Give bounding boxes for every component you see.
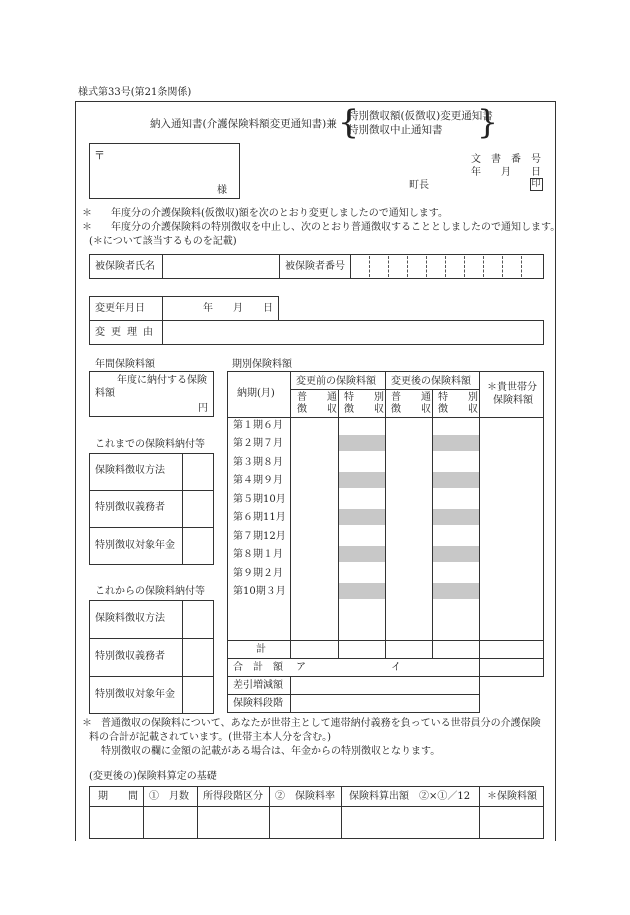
doc-date: 年 月 日 bbox=[471, 167, 541, 178]
shade-b-4 bbox=[339, 472, 385, 488]
bracket-left: { bbox=[338, 102, 359, 141]
insured-number-label: 被保険者番号 bbox=[285, 261, 345, 272]
term-6: 第６期11月 bbox=[233, 512, 286, 523]
divider bbox=[182, 600, 183, 714]
divider bbox=[385, 371, 386, 659]
term-9: 第９期２月 bbox=[233, 568, 283, 579]
after-toku-1: 特 別 bbox=[438, 392, 478, 403]
after-futsu-2: 徴 収 bbox=[391, 404, 431, 415]
annual-yen: 円 bbox=[198, 403, 208, 414]
divider bbox=[89, 638, 214, 639]
frame-right bbox=[555, 101, 556, 841]
divider bbox=[227, 658, 544, 659]
shade-b-10 bbox=[339, 583, 385, 599]
annual-line2: 料額 bbox=[95, 388, 115, 399]
past-heading: これまでの保険料納付等 bbox=[95, 439, 205, 450]
past-row-3: 特別徴収対象年金 bbox=[95, 540, 175, 551]
past-row-1: 保険料徴収方法 bbox=[95, 465, 165, 476]
future-row-2: 特別徴収義務者 bbox=[95, 651, 165, 662]
after-futsu-1: 普 通 bbox=[391, 392, 431, 403]
stage-label: 保険料段階 bbox=[233, 698, 283, 709]
title-main: 納入通知書(介護保険料額変更通知書)兼 bbox=[150, 118, 337, 130]
term-1: 第１期６月 bbox=[233, 420, 283, 431]
col-after: 変更後の保険料額 bbox=[391, 376, 471, 387]
form-number: 様式第33号(第21条関係) bbox=[78, 87, 192, 98]
basis-col-3: 所得段階区分 bbox=[203, 791, 263, 802]
notice-note: (＊について該当するものを記載) bbox=[89, 236, 237, 247]
before-toku-1: 特 別 bbox=[344, 392, 384, 403]
divider bbox=[89, 676, 214, 677]
basis-col-5: 保険料算出額 ②×①／12 bbox=[349, 791, 471, 802]
col-period: 納期(月) bbox=[237, 388, 275, 399]
insured-name-field[interactable] bbox=[163, 255, 278, 278]
insured-name-label: 被保険者氏名 bbox=[95, 261, 155, 272]
before-toku-2: 徴 収 bbox=[344, 404, 384, 415]
basis-col-6: ＊保険料額 bbox=[487, 791, 537, 802]
basis-heading: (変更後の)保険料算定の基礎 bbox=[89, 771, 217, 782]
seal-label: 印 bbox=[531, 178, 541, 189]
future-row-1: 保険料徴収方法 bbox=[95, 613, 165, 624]
title-sub1: 特別徴収額(仮徴収)変更通知書 bbox=[348, 110, 493, 122]
term-4: 第４期９月 bbox=[233, 475, 283, 486]
shade-a-4 bbox=[433, 472, 479, 488]
term-7: 第７期12月 bbox=[233, 531, 286, 542]
notice-star-1: ＊ bbox=[82, 208, 92, 219]
future-heading: これからの保険料納付等 bbox=[95, 586, 205, 597]
bracket-right: } bbox=[477, 102, 498, 141]
household-1: ＊貴世帯分 bbox=[487, 382, 537, 393]
after-toku-2: 徴 収 bbox=[438, 404, 478, 415]
change-reason-field[interactable] bbox=[163, 321, 543, 344]
shade-a-8 bbox=[433, 546, 479, 562]
divider bbox=[227, 417, 544, 418]
frame-left bbox=[75, 101, 76, 841]
term-3: 第３期８月 bbox=[233, 457, 283, 468]
divider bbox=[290, 389, 479, 390]
title-sub2: 特別徴収中止通知書 bbox=[348, 124, 443, 136]
annual-line1: 年度に納付する保険 bbox=[117, 375, 207, 386]
divider bbox=[89, 490, 214, 491]
term-8: 第８期１月 bbox=[233, 549, 283, 560]
divider bbox=[89, 527, 214, 528]
sama-label: 様 bbox=[217, 185, 227, 196]
past-row-2: 特別徴収義務者 bbox=[95, 502, 165, 513]
basis-col-2: ① 月数 bbox=[149, 791, 189, 802]
diff-label: 差引増減額 bbox=[233, 680, 283, 691]
household-2: 保険料額 bbox=[493, 395, 533, 406]
divider bbox=[182, 453, 183, 565]
change-date-label: 変更年月日 bbox=[95, 303, 145, 314]
annual-heading: 年間保険料額 bbox=[95, 359, 155, 370]
change-date-value[interactable]: 年 月 日 bbox=[203, 303, 273, 314]
notice-line-2: 年度分の介護保険料の特別徴収を中止し、次のとおり普通徴収することとしましたので通知します。 bbox=[111, 222, 561, 233]
shade-b-2 bbox=[339, 435, 385, 451]
total-label: 計 bbox=[256, 644, 266, 655]
shade-a-6 bbox=[433, 509, 479, 525]
col-before: 変更前の保険料額 bbox=[296, 376, 376, 387]
grand-total-label: 合 計 額 bbox=[233, 662, 283, 673]
notice-star-2: ＊ bbox=[82, 222, 92, 233]
shade-a-2 bbox=[433, 435, 479, 451]
before-futsu-1: 普 通 bbox=[297, 392, 337, 403]
notice-line-1: 年度分の介護保険料(仮徴収)額を次のとおり変更しましたので通知します。 bbox=[111, 208, 449, 219]
divider bbox=[290, 371, 291, 659]
shade-b-6 bbox=[339, 509, 385, 525]
change-reason-label: 変更理由 bbox=[95, 327, 159, 338]
future-row-3: 特別徴収対象年金 bbox=[95, 689, 175, 700]
period-heading: 期別保険料額 bbox=[232, 359, 292, 370]
footnote-star: ＊ bbox=[82, 718, 92, 729]
basis-data-row[interactable] bbox=[90, 807, 543, 838]
postal-mark: 〒 bbox=[94, 149, 105, 162]
footnote-line2: 料の合計が記載されています。(世帯主本人分を含む。) bbox=[89, 732, 332, 743]
term-5: 第５期10月 bbox=[233, 494, 286, 505]
grand-a: ア bbox=[296, 662, 306, 673]
insured-number-field[interactable] bbox=[351, 255, 543, 278]
divider bbox=[227, 640, 544, 641]
basis-col-4: ② 保険料率 bbox=[275, 791, 335, 802]
doc-number-label: 文 書 番 号 bbox=[471, 154, 541, 165]
divider bbox=[162, 296, 163, 321]
footnote-line3: 特別徴収の欄に金額の記載がある場合は、年金からの特別徴収となります。 bbox=[101, 746, 441, 757]
shade-a-10 bbox=[433, 583, 479, 599]
grand-i: イ bbox=[391, 662, 401, 673]
term-10: 第10期３月 bbox=[233, 586, 286, 597]
before-futsu-2: 徴 収 bbox=[297, 404, 337, 415]
mayor-label: 町長 bbox=[409, 180, 429, 191]
footnote-line1: 普通徴収の保険料について、あなたが世帯主として連帯納付義務を負っている世帯員分の介護保険 bbox=[101, 718, 541, 729]
divider bbox=[279, 254, 280, 279]
basis-col-1: 期 間 bbox=[98, 791, 138, 802]
term-2: 第２期７月 bbox=[233, 438, 283, 449]
shade-b-8 bbox=[339, 546, 385, 562]
